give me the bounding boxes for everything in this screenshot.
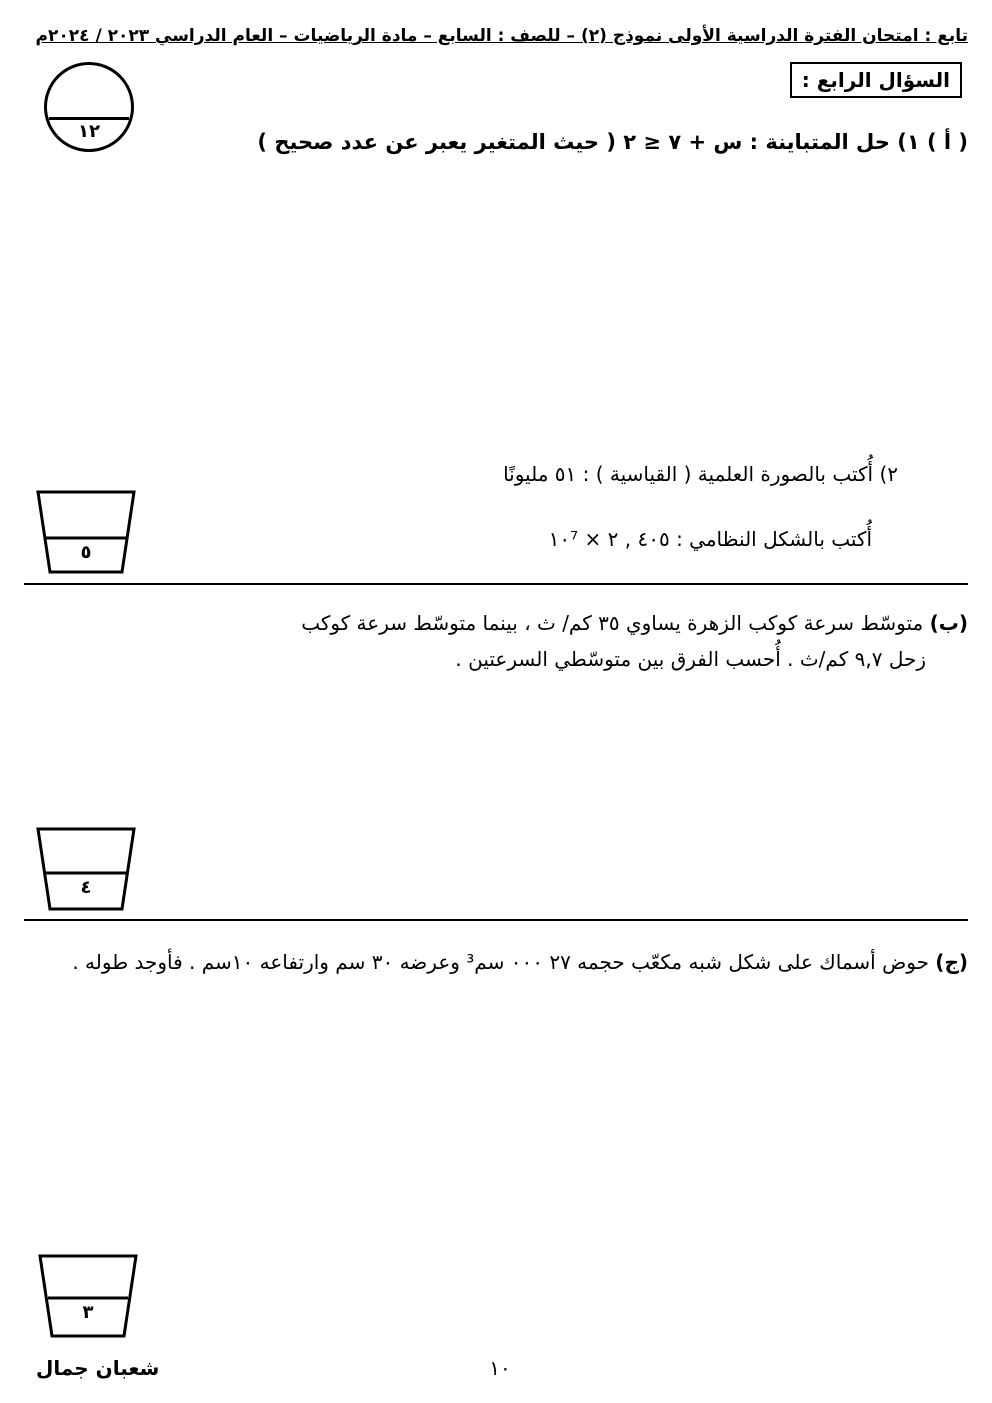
mark-divider <box>49 117 129 120</box>
part-a-mark-value: ٥ <box>80 542 92 563</box>
part-c-label: (ج) <box>935 950 968 974</box>
part-b-mark-value: ٤ <box>80 877 92 898</box>
part-a-item-2: ٢) أُكتب بالصورة العلمية ( القياسية ) : ٥١ مليونًا <box>503 462 898 486</box>
question-title: السؤال الرابع : <box>790 62 962 98</box>
part-c-text: حوض أسماك على شكل شبه مكعّب حجمه ٢٧ ٠٠٠ سم³ وعرضه ٣٠ سم وارتفاعه ١٠سم . فأوجد طوله . <box>72 950 929 974</box>
exam-header: تابع : امتحان الفترة الدراسية الأولى نموذج (٢) – للصف : السابع – مادة الرياضيات – العام الدراسي ٢٠٢٣ / ٢٠٢٤م <box>35 26 968 46</box>
part-c-mark-box <box>38 1254 138 1338</box>
part-a-mark-box <box>36 490 136 574</box>
part-a-item-1: ( أ ) ١) حل المتباينة : س + ٧ ≤ ٢ ( حيث المتغير يعبر عن عدد صحيح ) <box>257 130 968 154</box>
teacher-name: شعبان جمال <box>36 1356 160 1380</box>
total-mark-value: ١٢ <box>78 121 100 142</box>
part-b-mark-box <box>36 827 136 911</box>
part-b-line-1 <box>228 605 968 641</box>
part-b-text-1: متوسّط سرعة كوكب الزهرة يساوي ٣٥ كم/ ث ، بينما متوسّط سرعة كوكب <box>301 611 924 635</box>
section-divider-2 <box>24 919 968 921</box>
part-a-item-2b: أُكتب بالشكل النظامي : ٤٠٥ , ٢ × ١٠⁷ <box>548 527 872 551</box>
part-b-line-2: زحل ٩,٧ كم/ث . أُحسب الفرق بين متوسّطي السرعتين . <box>455 647 926 671</box>
part-c-question <box>24 950 968 974</box>
section-divider-1 <box>24 583 968 585</box>
part-c-mark-value: ٣ <box>82 1302 94 1323</box>
page-number: ١٠ <box>489 1356 511 1380</box>
total-mark-circle <box>44 62 134 152</box>
part-b-label: (ب) <box>929 611 968 635</box>
part-b-question <box>228 605 968 677</box>
